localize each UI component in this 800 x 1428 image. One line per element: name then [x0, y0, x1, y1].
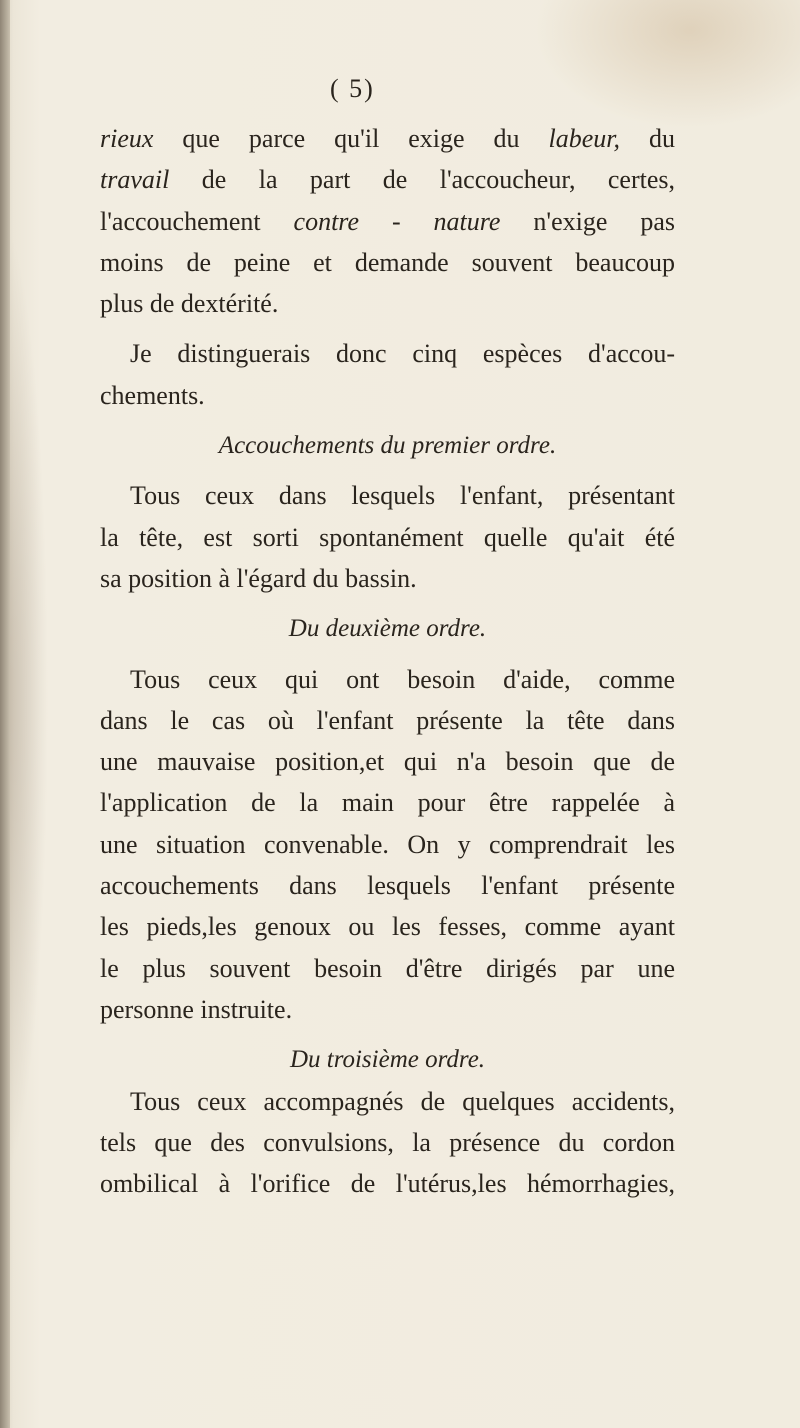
text-line: [100, 201, 675, 242]
text-line: Je distinguerais donc cinq espèces d'accou-: [130, 339, 675, 369]
text-line: la tête, est sorti spontanément quelle qu'ait été: [100, 522, 675, 552]
text-line: moins de peine et demande souvent beaucoup: [100, 247, 675, 277]
text-fragment: de la part de l'accoucheur, certes,: [169, 165, 675, 195]
text-line: le plus souvent besoin d'être dirigés par une: [100, 953, 675, 983]
text-line: l'application de la main pour être rappelée à: [100, 788, 675, 818]
paragraph-spacer: [100, 466, 675, 475]
section-heading: Du troisième ordre.: [289, 1046, 486, 1074]
text-line: tels que des convulsions, la présence du cordon: [100, 1127, 675, 1157]
text-line: plus de dextérité.: [100, 289, 279, 319]
paragraph-spacer: [100, 650, 675, 659]
text-line: une mauvaise position,et qui n'a besoin que de: [100, 747, 675, 777]
italic-word: rieux: [100, 124, 154, 153]
text-line: Tous ceux accompagnés de quelques accidents,: [130, 1086, 675, 1116]
italic-word: contre - nature: [293, 206, 501, 236]
page-number: ( 5): [330, 74, 375, 103]
text-fragment: que parce qu'il exige du: [153, 124, 549, 153]
paragraph-spacer: [100, 1030, 675, 1039]
italic-word: travail: [100, 165, 170, 195]
paragraph-spacer: [100, 416, 675, 425]
text-fragment: du: [620, 124, 675, 153]
text-line: accouchements dans lesquels l'enfant présente: [100, 871, 675, 901]
text-line: [100, 159, 675, 200]
page-text: [100, 118, 675, 1204]
page-gutter: [0, 0, 10, 1428]
text-line: sa position à l'égard du bassin.: [100, 563, 417, 593]
text-line: personne instruite.: [100, 994, 293, 1024]
text-line: [100, 118, 675, 159]
section-heading: Du deuxième ordre.: [288, 615, 487, 643]
italic-word: labeur,: [548, 124, 621, 153]
paragraph-spacer: [100, 324, 675, 333]
text-fragment: n'exige pas: [500, 206, 675, 236]
text-line: les pieds,les genoux ou les fesses, comme ayant: [100, 912, 675, 942]
text-line: Tous ceux dans lesquels l'enfant, présentant: [130, 481, 675, 511]
paragraph-spacer: [100, 599, 675, 608]
text-fragment: l'accouchement: [100, 206, 294, 236]
text-line: Tous ceux qui ont besoin d'aide, comme: [130, 664, 675, 694]
section-heading: Accouchements du premier ordre.: [218, 432, 557, 460]
text-line: dans le cas où l'enfant présente la tête dans: [100, 705, 675, 735]
text-line: chements.: [100, 380, 205, 410]
text-line: une situation convenable. On y comprendrait les: [100, 829, 675, 859]
text-line: ombilical à l'orifice de l'utérus,les hémorrhagies,: [100, 1169, 675, 1199]
